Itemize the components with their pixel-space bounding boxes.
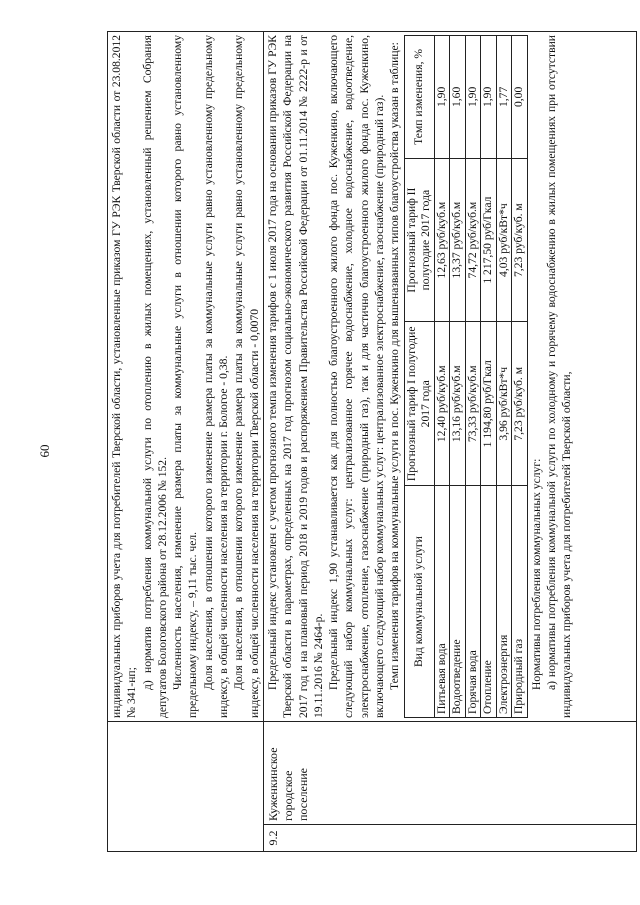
municipality-table xyxy=(107,31,637,852)
previous-row-number-and-name xyxy=(108,722,264,852)
previous-row xyxy=(108,32,264,852)
tariff-table xyxy=(404,35,528,718)
paragraph: Доля населения, в отношении которого изменение размера платы за коммунальные услуги равно установленному предельному индексу, в общей численности населения на территории Тверской области - 0,0070 xyxy=(232,35,261,718)
municipality-name: Куженкинское городское поселение xyxy=(265,747,310,821)
tariff-h2: 13,37 руб/куб.м xyxy=(450,158,465,322)
service-name: Питьевая вода xyxy=(434,486,449,718)
page-number: 60 xyxy=(37,444,52,458)
table-row xyxy=(496,36,511,718)
tariff-h1: 73,33 руб/куб.м xyxy=(465,322,480,486)
row-number: 9.2 xyxy=(264,825,636,852)
header-tariff-h2: Прогнозный тариф II полугодие 2017 года xyxy=(404,158,434,322)
tariff-header-row xyxy=(404,36,434,718)
service-name: Отопление xyxy=(481,486,496,718)
tariff-h2: 7,23 руб/куб. м xyxy=(512,158,527,322)
header-rate: Темп изменения, % xyxy=(404,36,434,159)
rate: 0,00 xyxy=(512,36,527,159)
service-name: Природный газ xyxy=(512,486,527,718)
service-name: Водоотведение xyxy=(450,486,465,718)
table-row xyxy=(512,36,527,718)
tariff-h2: 12,63 руб/куб.м xyxy=(434,158,449,322)
tariff-h1: 13,16 руб/куб.м xyxy=(450,322,465,486)
rate: 1,90 xyxy=(434,36,449,159)
paragraph: Численность населения, изменение размера платы за коммунальные услуги в отношении которого равно установленному предельному индексу, – 9,11 тыс. чел. xyxy=(171,35,200,718)
tariff-h2: 1 217,50 руб/Гкал xyxy=(481,158,496,322)
row-text xyxy=(263,32,636,722)
paragraph: Предельный индекс 1,90 устанавливается как для полностью благоустроенного жилого фонда пос. Куженкино, включающего следующий набор коммунальных услуг: централизованное горячее водоснабжение, холодное водоснабжение, водоотведение, электроснабжение, отопление, газоснабжение (природный газ), так и для частично благоустроенного жилого фонда пос. Куженкино, включающего следующий набор коммунальных услуг: централизованное электроснабжение, газоснабжение (природный газ). xyxy=(327,35,387,718)
tariff-h1: 3,96 руб/кВт*ч xyxy=(496,322,511,486)
tariff-h1: 12,40 руб/куб.м xyxy=(434,322,449,486)
rotated-page xyxy=(107,32,605,852)
table-row xyxy=(450,36,465,718)
tariff-h2: 4,03 руб/кВт*ч xyxy=(496,158,511,322)
row-9-2 xyxy=(263,32,636,852)
paragraph: Темп изменения тарифов на коммунальные услуги в пос. Куженкино для вышеназванных типов благоустройства указан в таблице: xyxy=(388,42,402,690)
previous-row-text xyxy=(108,32,264,722)
rate: 1,77 xyxy=(496,36,511,159)
rate: 1,90 xyxy=(481,36,496,159)
header-service: Вид коммунальной услуги xyxy=(404,486,434,718)
paragraph: индивидуальных приборов учета для потребителей Тверской области, установленные приказом ГУ РЭК Тверской области от 23.08.2012 № 341-нп; xyxy=(110,35,139,718)
paragraph: а) нормативы потребления коммунальной услуги по холодному и горячему водоснабжению в жилых помещениях при отсутствии индивидуальных приборов учета для потребителей Тверской области, xyxy=(544,35,574,718)
service-name: Горячая вода xyxy=(465,486,480,718)
tariff-h1: 1 194,80 руб/Гкал xyxy=(481,322,496,486)
row-number-and-name xyxy=(263,722,636,852)
tariff-h1: 7,23 руб/куб. м xyxy=(512,322,527,486)
paragraph: Нормативы потребления коммунальных услуг: xyxy=(529,458,543,690)
table-row xyxy=(481,36,496,718)
rate: 1,60 xyxy=(450,36,465,159)
service-name: Электроэнергия xyxy=(496,486,511,718)
table-row xyxy=(434,36,449,718)
table-row xyxy=(465,36,480,718)
tariff-h2: 74,72 руб/куб.м xyxy=(465,158,480,322)
header-tariff-h1: Прогнозный тариф I полугодие 2017 года xyxy=(404,322,434,486)
rate: 1,90 xyxy=(465,36,480,159)
paragraph: Предельный индекс установлен с учетом прогнозного темпа изменения тарифов с 1 июля 2017 года на основании приказов ГУ РЭК Тверской области в параметрах, определенных на 2017 год прогнозом социально-экономического развития Российской Федерации на 2017 год и на плановый период 2018 и 2019 годов и распоряжением Правительства Российской Федерации от 01.11.2014 № 2222-р и от 19.11.2016 № 2464-р. xyxy=(265,35,325,718)
paragraph: д) норматив потребления коммунальной услуги по отоплению в жилых помещениях, установленный решением Собрания депутатов Бологовского района от 28.12.2006 № 152. xyxy=(140,35,169,718)
paragraph: Доля населения, в отношении которого изменение размера платы за коммунальные услуги равно установленному предельному индексу, в общей численности населения на территории г. Бологое - 0,38. xyxy=(201,35,231,718)
